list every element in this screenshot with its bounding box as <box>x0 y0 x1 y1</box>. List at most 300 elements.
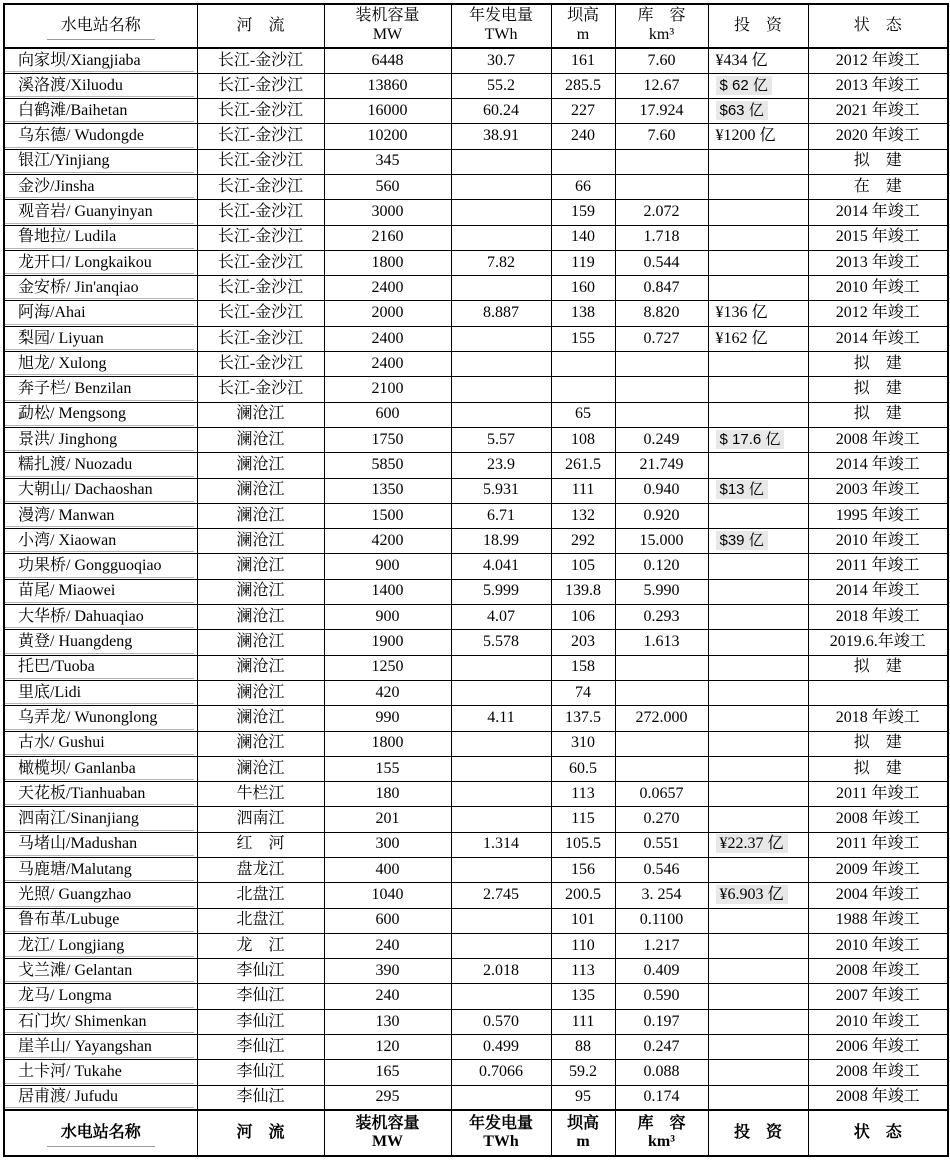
column-header-river <box>197 1110 324 1156</box>
table-row <box>4 756 948 781</box>
cell-river: 澜沧江 <box>197 579 324 604</box>
table-row <box>4 200 948 225</box>
cell-generation: 30.7 <box>451 48 551 73</box>
table-row <box>4 402 948 427</box>
cell-dam-height: 105 <box>551 554 615 579</box>
cell-investment <box>708 1009 808 1034</box>
cell-generation <box>451 200 551 225</box>
cell-generation <box>451 782 551 807</box>
cell-status: 2008 年竣工 <box>808 1085 948 1110</box>
cell-investment <box>708 858 808 883</box>
cell-capacity: 201 <box>324 807 451 832</box>
column-header-dam <box>551 4 615 48</box>
cell-capacity: 1400 <box>324 579 451 604</box>
column-header-label: 状 态 <box>853 16 902 34</box>
table-row <box>4 1085 948 1110</box>
cell-generation <box>451 756 551 781</box>
cell-river: 澜沧江 <box>197 630 324 655</box>
table-row <box>4 731 948 756</box>
table-row <box>4 858 948 883</box>
cell-capacity: 1800 <box>324 731 451 756</box>
footer-header-row <box>4 1110 948 1156</box>
cell-status: 2008 年竣工 <box>808 959 948 984</box>
cell-name: 苗尾/ Miaowei <box>4 579 197 604</box>
cell-river: 澜沧江 <box>197 605 324 630</box>
column-header-inv <box>708 1110 808 1156</box>
cell-status: 拟 建 <box>808 377 948 402</box>
cell-capacity: 165 <box>324 1060 451 1085</box>
cell-reservoir: 0.546 <box>615 858 708 883</box>
cell-reservoir: 15.000 <box>615 529 708 554</box>
column-header-label: 投 资 <box>733 16 782 34</box>
cell-name: 大朝山/ Dachaoshan <box>4 478 197 503</box>
column-header-dam <box>551 1110 615 1156</box>
investment-value: $39 亿 <box>716 531 768 550</box>
cell-capacity: 10200 <box>324 124 451 149</box>
cell-capacity: 13860 <box>324 73 451 98</box>
cell-status: 2015 年竣工 <box>808 225 948 250</box>
cell-reservoir: 0.940 <box>615 478 708 503</box>
cell-reservoir <box>615 655 708 680</box>
table-row <box>4 1060 948 1085</box>
cell-river: 李仙江 <box>197 1060 324 1085</box>
cell-generation <box>451 908 551 933</box>
cell-capacity: 2160 <box>324 225 451 250</box>
cell-river: 泗南江 <box>197 807 324 832</box>
column-header-res <box>615 4 708 48</box>
cell-generation <box>451 858 551 883</box>
cell-reservoir: 0.847 <box>615 276 708 301</box>
cell-reservoir <box>615 377 708 402</box>
cell-dam-height: 113 <box>551 959 615 984</box>
cell-investment <box>708 149 808 174</box>
cell-generation: 6.71 <box>451 503 551 528</box>
cell-capacity: 900 <box>324 554 451 579</box>
column-header-label: 水电站名称 <box>47 17 155 40</box>
cell-capacity: 2400 <box>324 276 451 301</box>
cell-reservoir: 12.67 <box>615 73 708 98</box>
table-row <box>4 73 948 98</box>
cell-status: 拟 建 <box>808 756 948 781</box>
cell-status: 2011 年竣工 <box>808 554 948 579</box>
cell-dam-height: 101 <box>551 908 615 933</box>
cell-dam-height: 292 <box>551 529 615 554</box>
cell-name: 天花板/Tianhuaban <box>4 782 197 807</box>
table-body <box>4 48 948 1110</box>
cell-name: 龙江/ Longjiang <box>4 933 197 958</box>
cell-name: 崖羊山/ Yayangshan <box>4 1035 197 1060</box>
cell-investment <box>708 655 808 680</box>
cell-reservoir <box>615 174 708 199</box>
cell-reservoir <box>615 731 708 756</box>
table-row <box>4 883 948 908</box>
cell-investment <box>708 1035 808 1060</box>
cell-investment <box>708 402 808 427</box>
cell-name: 观音岩/ Guanyinyan <box>4 200 197 225</box>
cell-dam-height: 60.5 <box>551 756 615 781</box>
cell-reservoir <box>615 680 708 705</box>
cell-river: 澜沧江 <box>197 478 324 503</box>
cell-reservoir: 0.1100 <box>615 908 708 933</box>
cell-dam-height: 108 <box>551 427 615 452</box>
investment-value: $63 亿 <box>716 101 768 120</box>
cell-generation <box>451 377 551 402</box>
table-row <box>4 579 948 604</box>
column-header-unit: TWh <box>484 26 518 43</box>
table-row <box>4 478 948 503</box>
cell-dam-height: 138 <box>551 301 615 326</box>
cell-name: 龙开口/ Longkaikou <box>4 250 197 275</box>
cell-river: 牛栏江 <box>197 782 324 807</box>
cell-generation: 4.11 <box>451 706 551 731</box>
cell-capacity: 390 <box>324 959 451 984</box>
cell-reservoir: 8.820 <box>615 301 708 326</box>
cell-reservoir: 0.120 <box>615 554 708 579</box>
cell-reservoir: 0.551 <box>615 832 708 857</box>
cell-reservoir: 0.409 <box>615 959 708 984</box>
cell-dam-height: 310 <box>551 731 615 756</box>
hydropower-table <box>3 3 949 1157</box>
cell-status: 2008 年竣工 <box>808 427 948 452</box>
cell-capacity: 420 <box>324 680 451 705</box>
table-row <box>4 832 948 857</box>
table-row <box>4 276 948 301</box>
cell-river: 长江-金沙江 <box>197 352 324 377</box>
cell-name: 向家坝/Xiangjiaba <box>4 48 197 73</box>
cell-name: 旭龙/ Xulong <box>4 352 197 377</box>
cell-name: 鲁地拉/ Ludila <box>4 225 197 250</box>
cell-capacity: 16000 <box>324 99 451 124</box>
cell-name: 戈兰滩/ Gelantan <box>4 959 197 984</box>
cell-capacity: 295 <box>324 1085 451 1110</box>
cell-dam-height: 240 <box>551 124 615 149</box>
cell-investment <box>708 301 808 326</box>
cell-status: 2010 年竣工 <box>808 933 948 958</box>
cell-dam-height: 135 <box>551 984 615 1009</box>
column-header-status <box>808 1110 948 1156</box>
table-row <box>4 529 948 554</box>
cell-status: 2021 年竣工 <box>808 99 948 124</box>
cell-dam-height: 137.5 <box>551 706 615 731</box>
cell-generation <box>451 149 551 174</box>
column-header-unit: km³ <box>648 26 675 43</box>
cell-status: 在 建 <box>808 174 948 199</box>
cell-generation <box>451 655 551 680</box>
cell-dam-height: 113 <box>551 782 615 807</box>
cell-name: 小湾/ Xiaowan <box>4 529 197 554</box>
column-header-unit: MW <box>371 1133 404 1151</box>
cell-dam-height: 161 <box>551 48 615 73</box>
cell-name: 托巴/Tuoba <box>4 655 197 680</box>
cell-dam-height: 156 <box>551 858 615 883</box>
table-row <box>4 807 948 832</box>
cell-status: 拟 建 <box>808 655 948 680</box>
cell-investment <box>708 883 808 908</box>
cell-river: 长江-金沙江 <box>197 174 324 199</box>
table-row <box>4 225 948 250</box>
cell-river: 盘龙江 <box>197 858 324 883</box>
cell-investment <box>708 807 808 832</box>
cell-capacity: 120 <box>324 1035 451 1060</box>
cell-river: 长江-金沙江 <box>197 250 324 275</box>
cell-river: 红 河 <box>197 832 324 857</box>
cell-investment <box>708 605 808 630</box>
cell-status: 2008 年竣工 <box>808 1060 948 1085</box>
cell-status <box>808 680 948 705</box>
cell-reservoir <box>615 149 708 174</box>
cell-status: 2019.6.年竣工 <box>808 630 948 655</box>
cell-name: 光照/ Guangzhao <box>4 883 197 908</box>
cell-status: 2013 年竣工 <box>808 73 948 98</box>
cell-name: 勐松/ Mengsong <box>4 402 197 427</box>
column-header-label: 水电站名称 <box>47 1124 155 1147</box>
column-header-unit: m <box>576 26 590 43</box>
cell-capacity: 1250 <box>324 655 451 680</box>
cell-reservoir <box>615 402 708 427</box>
column-header-mw <box>324 1110 451 1156</box>
cell-investment <box>708 352 808 377</box>
cell-capacity: 2400 <box>324 326 451 351</box>
cell-status: 2014 年竣工 <box>808 453 948 478</box>
cell-river: 澜沧江 <box>197 680 324 705</box>
column-header-name <box>4 4 197 48</box>
table-row <box>4 326 948 351</box>
cell-generation <box>451 225 551 250</box>
cell-name: 大华桥/ Dahuaqiao <box>4 605 197 630</box>
cell-capacity: 3000 <box>324 200 451 225</box>
cell-river: 北盘江 <box>197 908 324 933</box>
column-header-label: 装机容量 <box>355 7 420 25</box>
cell-investment <box>708 706 808 731</box>
table-row <box>4 908 948 933</box>
cell-investment <box>708 933 808 958</box>
cell-investment <box>708 276 808 301</box>
cell-reservoir: 0.293 <box>615 605 708 630</box>
table-row <box>4 933 948 958</box>
cell-reservoir: 0.0657 <box>615 782 708 807</box>
cell-capacity: 2100 <box>324 377 451 402</box>
cell-river: 澜沧江 <box>197 706 324 731</box>
investment-value: $ 17.6 亿 <box>716 430 785 449</box>
cell-investment <box>708 124 808 149</box>
cell-capacity: 130 <box>324 1009 451 1034</box>
table-row <box>4 453 948 478</box>
cell-name: 鲁布革/Lubuge <box>4 908 197 933</box>
column-header-res <box>615 1110 708 1156</box>
cell-reservoir: 0.249 <box>615 427 708 452</box>
cell-generation <box>451 807 551 832</box>
cell-generation <box>451 680 551 705</box>
column-header-label: 投 资 <box>733 1124 782 1142</box>
cell-reservoir: 2.072 <box>615 200 708 225</box>
column-header-label: 库 容 <box>637 7 686 25</box>
cell-generation <box>451 1085 551 1110</box>
cell-river: 澜沧江 <box>197 655 324 680</box>
column-header-unit: km³ <box>647 1133 676 1151</box>
cell-dam-height: 95 <box>551 1085 615 1110</box>
column-header-mw <box>324 4 451 48</box>
table-row <box>4 149 948 174</box>
cell-status: 2018 年竣工 <box>808 706 948 731</box>
cell-status: 拟 建 <box>808 149 948 174</box>
cell-reservoir: 0.590 <box>615 984 708 1009</box>
column-header-twh <box>451 4 551 48</box>
column-header-label: 装机容量 <box>355 1114 420 1132</box>
cell-dam-height: 261.5 <box>551 453 615 478</box>
cell-river: 澜沧江 <box>197 453 324 478</box>
cell-generation: 2.018 <box>451 959 551 984</box>
cell-name: 糯扎渡/ Nuozadu <box>4 453 197 478</box>
cell-dam-height: 155 <box>551 326 615 351</box>
cell-reservoir: 0.270 <box>615 807 708 832</box>
cell-capacity: 600 <box>324 402 451 427</box>
cell-name: 银江/Yinjiang <box>4 149 197 174</box>
column-header-river <box>197 4 324 48</box>
cell-capacity: 1900 <box>324 630 451 655</box>
cell-investment <box>708 832 808 857</box>
cell-dam-height: 159 <box>551 200 615 225</box>
cell-investment <box>708 427 808 452</box>
investment-value: $ 62 亿 <box>716 76 772 95</box>
cell-name: 泗南江/Sinanjiang <box>4 807 197 832</box>
cell-capacity: 240 <box>324 933 451 958</box>
cell-name: 溪洛渡/Xiluodu <box>4 73 197 98</box>
cell-dam-height: 66 <box>551 174 615 199</box>
cell-capacity: 1350 <box>324 478 451 503</box>
column-header-status <box>808 4 948 48</box>
table-row <box>4 984 948 1009</box>
cell-dam-height <box>551 377 615 402</box>
cell-river: 长江-金沙江 <box>197 301 324 326</box>
column-header-unit: m <box>576 1133 590 1151</box>
header-row <box>4 4 948 48</box>
cell-status: 2012 年竣工 <box>808 301 948 326</box>
cell-investment <box>708 225 808 250</box>
table-row <box>4 554 948 579</box>
cell-capacity: 155 <box>324 756 451 781</box>
cell-dam-height: 106 <box>551 605 615 630</box>
cell-river: 澜沧江 <box>197 756 324 781</box>
cell-investment <box>708 174 808 199</box>
cell-generation: 8.887 <box>451 301 551 326</box>
cell-dam-height: 74 <box>551 680 615 705</box>
cell-investment <box>708 326 808 351</box>
cell-investment <box>708 680 808 705</box>
table-row <box>4 352 948 377</box>
cell-name: 里底/Lidi <box>4 680 197 705</box>
cell-capacity: 400 <box>324 858 451 883</box>
table-row <box>4 124 948 149</box>
table-row <box>4 174 948 199</box>
column-header-label: 河 流 <box>236 16 285 34</box>
cell-generation: 23.9 <box>451 453 551 478</box>
cell-status: 2010 年竣工 <box>808 276 948 301</box>
cell-name: 奔子栏/ Benzilan <box>4 377 197 402</box>
cell-capacity: 2000 <box>324 301 451 326</box>
cell-dam-height: 158 <box>551 655 615 680</box>
cell-reservoir: 17.924 <box>615 99 708 124</box>
cell-dam-height: 59.2 <box>551 1060 615 1085</box>
table-row <box>4 680 948 705</box>
cell-name: 古水/ Gushui <box>4 731 197 756</box>
cell-generation <box>451 352 551 377</box>
cell-investment <box>708 73 808 98</box>
cell-generation <box>451 326 551 351</box>
cell-status: 拟 建 <box>808 402 948 427</box>
cell-name: 乌东德/ Wudongde <box>4 124 197 149</box>
cell-status: 2007 年竣工 <box>808 984 948 1009</box>
cell-dam-height: 111 <box>551 1009 615 1034</box>
cell-dam-height: 105.5 <box>551 832 615 857</box>
cell-status: 2014 年竣工 <box>808 200 948 225</box>
cell-river: 李仙江 <box>197 1085 324 1110</box>
cell-investment <box>708 554 808 579</box>
cell-status: 2010 年竣工 <box>808 529 948 554</box>
cell-river: 长江-金沙江 <box>197 73 324 98</box>
cell-capacity: 900 <box>324 605 451 630</box>
cell-investment <box>708 984 808 1009</box>
cell-status: 2011 年竣工 <box>808 782 948 807</box>
table-row <box>4 959 948 984</box>
cell-investment <box>708 99 808 124</box>
cell-river: 长江-金沙江 <box>197 99 324 124</box>
cell-generation: 5.999 <box>451 579 551 604</box>
cell-investment <box>708 48 808 73</box>
cell-capacity: 6448 <box>324 48 451 73</box>
column-header-name <box>4 1110 197 1156</box>
cell-status: 2014 年竣工 <box>808 579 948 604</box>
cell-status: 2012 年竣工 <box>808 48 948 73</box>
cell-dam-height: 203 <box>551 630 615 655</box>
cell-investment <box>708 377 808 402</box>
cell-reservoir: 3. 254 <box>615 883 708 908</box>
investment-value: ¥6.903 亿 <box>716 885 788 904</box>
cell-capacity: 300 <box>324 832 451 857</box>
cell-investment <box>708 503 808 528</box>
cell-river: 澜沧江 <box>197 402 324 427</box>
cell-investment <box>708 782 808 807</box>
column-header-unit: MW <box>372 26 403 43</box>
cell-dam-height: 65 <box>551 402 615 427</box>
cell-dam-height: 132 <box>551 503 615 528</box>
cell-dam-height <box>551 352 615 377</box>
cell-river: 长江-金沙江 <box>197 276 324 301</box>
table-row <box>4 1035 948 1060</box>
cell-capacity: 240 <box>324 984 451 1009</box>
investment-value: ¥22.37 亿 <box>716 834 788 853</box>
cell-generation <box>451 984 551 1009</box>
cell-name: 居甫渡/ Jufudu <box>4 1085 197 1110</box>
table-row <box>4 503 948 528</box>
cell-investment <box>708 756 808 781</box>
table-row <box>4 655 948 680</box>
cell-capacity: 560 <box>324 174 451 199</box>
column-header-label: 年发电量 <box>468 1114 533 1132</box>
cell-generation: 1.314 <box>451 832 551 857</box>
investment-value: $13 亿 <box>716 480 768 499</box>
cell-name: 橄榄坝/ Ganlanba <box>4 756 197 781</box>
cell-status: 2010 年竣工 <box>808 1009 948 1034</box>
cell-generation: 4.041 <box>451 554 551 579</box>
column-header-label: 库 容 <box>637 1114 686 1132</box>
cell-reservoir: 0.727 <box>615 326 708 351</box>
cell-dam-height: 119 <box>551 250 615 275</box>
cell-investment <box>708 200 808 225</box>
cell-reservoir: 272.000 <box>615 706 708 731</box>
cell-river: 长江-金沙江 <box>197 200 324 225</box>
cell-reservoir: 1.613 <box>615 630 708 655</box>
cell-name: 土卡河/ Tukahe <box>4 1060 197 1085</box>
